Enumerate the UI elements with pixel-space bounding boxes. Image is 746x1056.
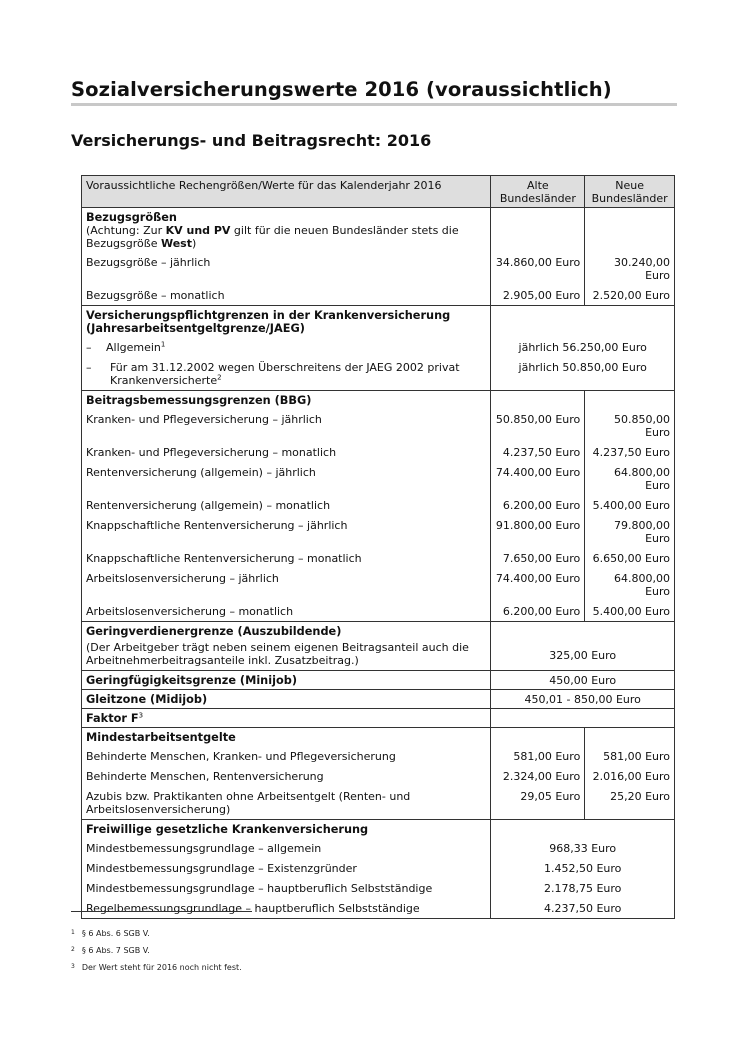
table-row: Azubis bzw. Praktikanten ohne Arbeitsentgelt (Renten- und Arbeitslosenversicherung) 29,05 Euro 25,20 Euro [82, 786, 675, 820]
table-row: Mindestbemessungsgrundlage – allgemein 968,33 Euro [82, 838, 675, 858]
footnote-2: $^2$ § 6 Abs. 7 SGB V. [71, 946, 150, 955]
table-row: Behinderte Menschen, Rentenversicherung 2.324,00 Euro 2.016,00 Euro [82, 766, 675, 786]
section-heading: Mindestarbeitsentgelte [86, 731, 236, 744]
table-row: Bezugsgröße – monatlich 2.905,00 Euro 2.520,00 Euro [82, 285, 675, 306]
section-heading: Faktor F [86, 712, 139, 725]
section-heading: Versicherungspflichtgrenzen in der Krankenversicherung (Jahresarbeitsentgeltgrenze/JAEG) [86, 309, 451, 335]
section-heading: Geringverdienergrenze (Auszubildende) [86, 625, 342, 638]
table-row: Kranken- und Pflegeversicherung – jährlich 50.850,00 Euro 50.850,00 Euro [82, 409, 675, 442]
header-description: Voraussichtliche Rechengrößen/Werte für das Kalenderjahr 2016 [82, 176, 491, 208]
section-faktor-f: Faktor $F^3$ [82, 709, 675, 728]
table-row: (Der Arbeitgeber trägt neben seinem eigenen Beitragsanteil auch die Arbeitnehmerbeitragsanteile inkl. Zusatzbeitrag.) 325,00 Euro [82, 640, 675, 671]
section-mindestarbeitsentgelte [82, 728, 675, 747]
table-row: Knappschaftliche Rentenversicherung – monatlich 7.650,00 Euro 6.650,00 Euro [82, 548, 675, 568]
table-row: Behinderte Menschen, Kranken- und Pflegeversicherung 581,00 Euro 581,00 Euro [82, 746, 675, 766]
table-row: Bezugsgröße – jährlich 34.860,00 Euro 30.240,00 Euro [82, 252, 675, 285]
footnote-1: $^1$ § 6 Abs. 6 SGB V. [71, 929, 150, 938]
section-heading: Freiwillige gesetzliche Krankenversicherung [86, 823, 369, 836]
footnote-3: $^3$ Der Wert steht für 2016 noch nicht fest. [71, 963, 242, 972]
section-freiwillige-kv [82, 820, 675, 839]
section-note: (Achtung: Zur KV und PV gilt für die neuen Bundesländer stets die Bezugsgröße West) [86, 224, 459, 250]
table-row: – Allgemein$^1$ jährlich 56.250,00 Euro [82, 337, 675, 357]
section-bezugsgroessen [82, 208, 675, 253]
page-title: Sozialversicherungswerte 2016 (voraussichtlich) [71, 78, 677, 106]
section-jaeg [82, 306, 675, 338]
header-alte-bundeslaender: Alte Bundesländer [491, 176, 585, 208]
table-row: Arbeitslosenversicherung – jährlich 74.400,00 Euro 64.800,00 Euro [82, 568, 675, 601]
table-row: Arbeitslosenversicherung – monatlich 6.200,00 Euro 5.400,00 Euro [82, 601, 675, 622]
table-row: – Für am 31.12.2002 wegen Überschreitens der JAEG 2002 privat Krankenversicherte$^2$ jährlich 50.850,00 Euro [82, 357, 675, 391]
values-table [81, 175, 675, 919]
footnote-divider [71, 911, 252, 912]
section-bbg [82, 391, 675, 410]
page-subtitle: Versicherungs- und Beitragsrecht: 2016 [71, 131, 432, 150]
table-row: Regelbemessungsgrundlage – hauptberuflich Selbstständige 4.237,50 Euro [82, 898, 675, 919]
section-heading: Beitragsbemessungsgrenzen (BBG) [86, 394, 312, 407]
section-heading: Geringfügigkeitsgrenze (Minijob) [86, 674, 297, 687]
section-geringverdiener [82, 622, 675, 641]
table-header [82, 176, 675, 208]
header-neue-bundeslaender: Neue Bundesländer [585, 176, 675, 208]
table-row: Mindestbemessungsgrundlage – Existenzgründer 1.452,50 Euro [82, 858, 675, 878]
table-row: Mindestbemessungsgrundlage – hauptberuflich Selbstständige 2.178,75 Euro [82, 878, 675, 898]
section-heading: Bezugsgrößen [86, 211, 177, 224]
table-row: Knappschaftliche Rentenversicherung – jährlich 91.800,00 Euro 79.800,00 Euro [82, 515, 675, 548]
table-row: Kranken- und Pflegeversicherung – monatlich 4.237,50 Euro 4.237,50 Euro [82, 442, 675, 462]
table-row: Rentenversicherung (allgemein) – monatlich 6.200,00 Euro 5.400,00 Euro [82, 495, 675, 515]
section-minijob: Geringfügigkeitsgrenze (Minijob) 450,00 Euro [82, 671, 675, 690]
section-heading: Gleitzone (Midijob) [86, 693, 208, 706]
table-row: Rentenversicherung (allgemein) – jährlich 74.400,00 Euro 64.800,00 Euro [82, 462, 675, 495]
section-midijob: Gleitzone (Midijob) 450,01 - 850,00 Euro [82, 690, 675, 709]
